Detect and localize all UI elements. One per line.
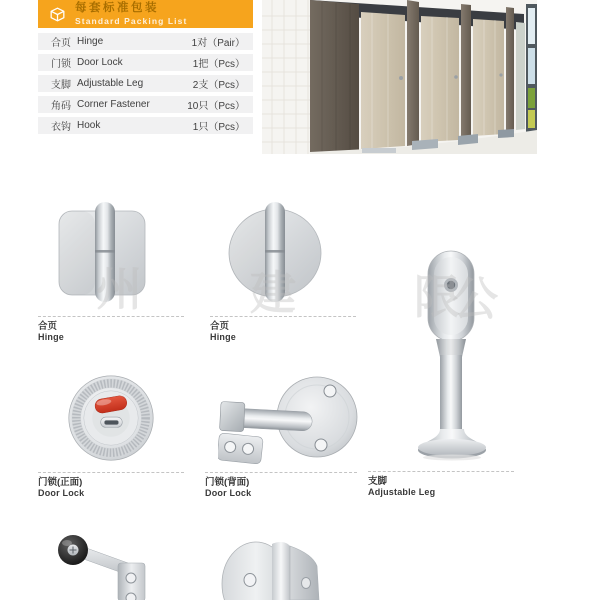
item-quantity: 10只（Pcs）	[187, 101, 245, 112]
table-row	[38, 96, 253, 113]
product-card-hinge-square	[38, 190, 184, 343]
watermark-glyph: 州	[96, 262, 142, 316]
product-image-coat-hook	[46, 533, 150, 600]
divider-dotted	[210, 316, 356, 317]
item-name-en: Door Lock	[77, 57, 123, 68]
item-name-en: Corner Fastener	[77, 99, 150, 110]
packing-title-en: Standard Packing List	[75, 15, 188, 26]
product-caption-en: Hinge	[38, 332, 65, 342]
package-cube-icon	[48, 5, 67, 24]
screw-hole	[315, 439, 327, 451]
table-row	[38, 117, 253, 134]
item-name-cn: 衣钩	[51, 122, 71, 133]
latch-keeper-plate	[218, 433, 263, 464]
product-image-door-lock-front	[38, 364, 184, 472]
product-image-corner-fastener	[216, 540, 328, 600]
product-caption-cn: 门锁(正面)	[38, 477, 83, 488]
table-row	[38, 33, 253, 50]
product-card-hinge-oval	[210, 190, 356, 343]
watermark-glyph: 公	[452, 272, 498, 326]
item-name-en: Hinge	[77, 36, 104, 47]
item-name-en: Adjustable Leg	[77, 78, 144, 89]
divider-dotted	[205, 472, 357, 473]
product-image-door-lock-back	[205, 364, 357, 472]
product-image-adjustable-leg	[368, 237, 514, 471]
item-name-cn: 门锁	[51, 59, 71, 70]
watermark-glyph: 建	[250, 266, 296, 320]
item-name-cn: 角码	[51, 101, 71, 112]
divider-dotted	[38, 472, 184, 473]
packing-table	[38, 33, 253, 138]
product-caption-en: Door Lock	[38, 488, 85, 498]
item-quantity: 2支（Pcs）	[192, 80, 245, 91]
product-image-hinge-square	[38, 190, 184, 316]
item-quantity: 1对（Pair）	[191, 38, 245, 49]
screw-hole	[324, 385, 336, 397]
product-card-door-lock-back	[205, 364, 357, 499]
item-name-en: Hook	[77, 120, 101, 131]
product-card-door-lock-front	[38, 364, 184, 499]
table-row	[38, 54, 253, 71]
product-caption-cn: 合页	[210, 321, 230, 332]
product-caption-cn: 门锁(背面)	[205, 477, 250, 488]
item-name-cn: 合页	[51, 38, 71, 49]
screw-hole	[302, 578, 311, 589]
product-caption-en: Door Lock	[205, 488, 252, 498]
screw-hole	[126, 593, 136, 600]
divider-dotted	[368, 471, 514, 472]
packing-title-cn: 每套标准包装	[75, 2, 159, 14]
watermark-glyph: 限	[414, 270, 460, 324]
divider-dotted	[38, 316, 184, 317]
item-quantity: 1只（Pcs）	[192, 122, 245, 133]
product-caption-cn: 支脚	[368, 476, 388, 487]
item-name-cn: 支脚	[51, 80, 71, 91]
product-caption-cn: 合页	[38, 321, 58, 332]
product-card-adjustable-leg	[368, 237, 514, 498]
product-image-hinge-oval	[210, 190, 356, 320]
table-row	[38, 75, 253, 92]
item-quantity: 1把（Pcs）	[192, 59, 245, 70]
toilet-cubicles-photo	[262, 0, 537, 154]
screw-hole	[244, 574, 256, 587]
product-caption-en: Adjustable Leg	[368, 487, 436, 497]
packing-list-titles	[75, 3, 187, 25]
packing-list-header	[38, 0, 253, 28]
screw-hole	[126, 573, 136, 583]
product-caption-en: Hinge	[210, 332, 237, 342]
